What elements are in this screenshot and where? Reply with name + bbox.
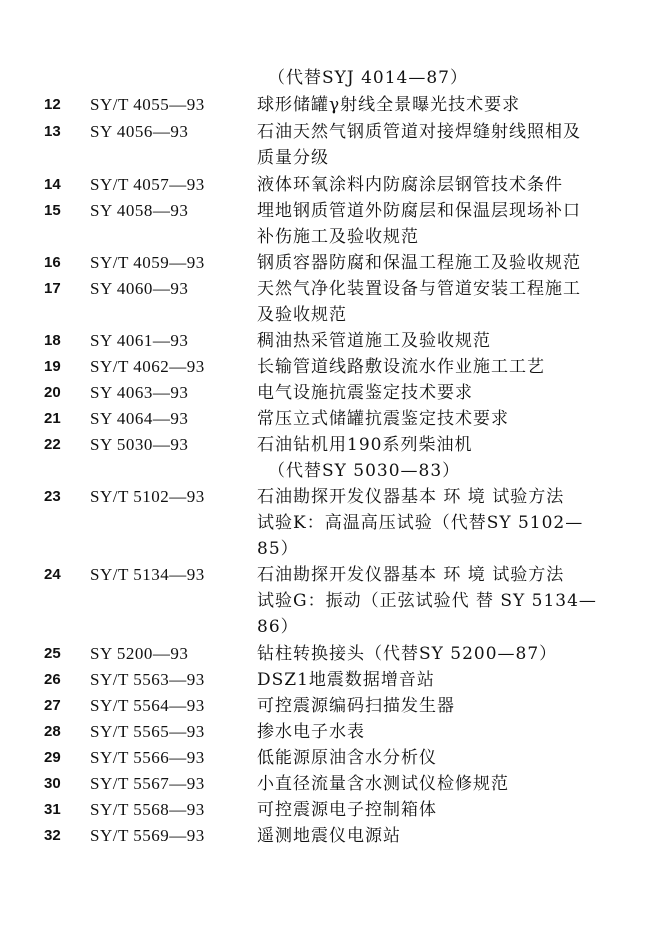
standard-title: 遥测地震仪电源站 [257,826,401,846]
list-item [0,172,662,198]
standard-code: SY/T 5564—93 [90,696,205,715]
list-item-continuation [0,145,662,171]
standard-title: 钢质容器防腐和保温工程施工及验收规范 [257,253,581,273]
list-item [0,198,662,224]
list-item [0,484,662,510]
standard-title: 可控震源编码扫描发生器 [257,696,455,716]
item-number: 27 [44,697,61,714]
list-item [0,745,662,771]
list-item-continuation [0,458,662,484]
standard-code: SY/T 4059—93 [90,253,205,272]
list-item [0,380,662,406]
standard-title: 石油勘探开发仪器基本 环 境 试验方法 [257,565,565,585]
standard-title: 低能源原油含水分析仪 [257,748,437,768]
standard-title: 石油勘探开发仪器基本 环 境 试验方法 [257,487,565,507]
item-number: 20 [44,384,61,401]
header-note: （代替SYJ 4014—87） [268,68,468,88]
standard-title: 可控震源电子控制箱体 [257,800,437,820]
standard-title-continuation: 试验K：高温高压试验（代替SY 5102— [257,513,584,533]
item-number: 32 [44,827,61,844]
standard-code: SY/T 5566—93 [90,748,205,767]
item-number: 22 [44,436,61,453]
standard-title-continuation: （代替SY 5030—83） [268,461,461,481]
list-item [0,667,662,693]
standard-title: 稠油热采管道施工及验收规范 [257,331,491,351]
standard-code: SY/T 4055—93 [90,95,205,114]
standard-title-continuation: 试验G：振动（正弦试验代 替 SY 5134— [257,591,597,611]
list-item [0,328,662,354]
list-item [0,693,662,719]
standard-code: SY 4060—93 [90,279,189,298]
list-item-continuation [0,224,662,250]
item-number: 13 [44,123,61,140]
list-item [0,276,662,302]
item-number: 31 [44,801,61,818]
standard-title: 石油钻机用190系列柴油机 [257,435,473,455]
standard-title: 液体环氧涂料内防腐涂层钢管技术条件 [257,175,563,195]
standard-code: SY 4058—93 [90,201,189,220]
item-number: 30 [44,775,61,792]
item-number: 26 [44,671,61,688]
item-number: 14 [44,176,61,193]
item-number: 19 [44,358,61,375]
item-number: 23 [44,488,61,505]
standard-title: 球形储罐γ射线全景曝光技术要求 [257,95,521,115]
header-note-line [0,65,662,91]
item-number: 29 [44,749,61,766]
item-number: 21 [44,410,61,427]
item-number: 15 [44,202,61,219]
list-item [0,92,662,118]
standard-title: 小直径流量含水测试仪检修规范 [257,774,509,794]
item-number: 18 [44,332,61,349]
standard-title: 埋地钢质管道外防腐层和保温层现场补口 [257,201,581,221]
list-item-continuation [0,536,662,562]
item-number: 12 [44,96,61,113]
standard-title: 长输管道线路敷设流水作业施工工艺 [257,357,545,377]
list-item [0,119,662,145]
item-number: 17 [44,280,61,297]
item-number: 24 [44,566,61,583]
standard-title-continuation: 及验收规范 [257,305,347,325]
standard-code: SY/T 5565—93 [90,722,205,741]
standard-title-continuation: 质量分级 [257,148,329,168]
standard-title: 常压立式储罐抗震鉴定技术要求 [257,409,509,429]
standard-code: SY/T 5567—93 [90,774,205,793]
list-item [0,432,662,458]
standard-code: SY 4064—93 [90,409,189,428]
list-item [0,406,662,432]
list-item-continuation [0,302,662,328]
standard-code: SY/T 5134—93 [90,565,205,584]
standard-title: 电气设施抗震鉴定技术要求 [257,383,473,403]
list-item [0,250,662,276]
standard-code: SY/T 5102—93 [90,487,205,506]
standard-code: SY 5200—93 [90,644,189,663]
list-item [0,771,662,797]
item-number: 28 [44,723,61,740]
standard-code: SY/T 4062—93 [90,357,205,376]
list-item [0,562,662,588]
standard-title: 石油天然气钢质管道对接焊缝射线照相及 [257,122,581,142]
list-item-continuation [0,510,662,536]
list-item [0,641,662,667]
standard-title: DSZ1地震数据增音站 [257,670,435,690]
standard-code: SY 4061—93 [90,331,189,350]
standard-title: 钻柱转换接头（代替SY 5200—87） [257,644,558,664]
standard-code: SY/T 4057—93 [90,175,205,194]
item-number: 16 [44,254,61,271]
standard-code: SY/T 5563—93 [90,670,205,689]
list-item-continuation [0,588,662,614]
list-item [0,823,662,849]
standard-title-continuation: 补伤施工及验收规范 [257,227,419,247]
list-item [0,719,662,745]
standard-code: SY/T 5568—93 [90,800,205,819]
list-item [0,354,662,380]
standard-code: SY/T 5569—93 [90,826,205,845]
standard-code: SY 5030—93 [90,435,189,454]
standard-title: 掺水电子水表 [257,722,365,742]
standard-code: SY 4063—93 [90,383,189,402]
list-item [0,797,662,823]
standard-title-continuation: 86） [257,617,299,637]
standard-title-continuation: 85） [257,539,299,559]
standard-title: 天然气净化装置设备与管道安装工程施工 [257,279,581,299]
list-item-continuation [0,614,662,640]
item-number: 25 [44,645,61,662]
standard-code: SY 4056—93 [90,122,189,141]
